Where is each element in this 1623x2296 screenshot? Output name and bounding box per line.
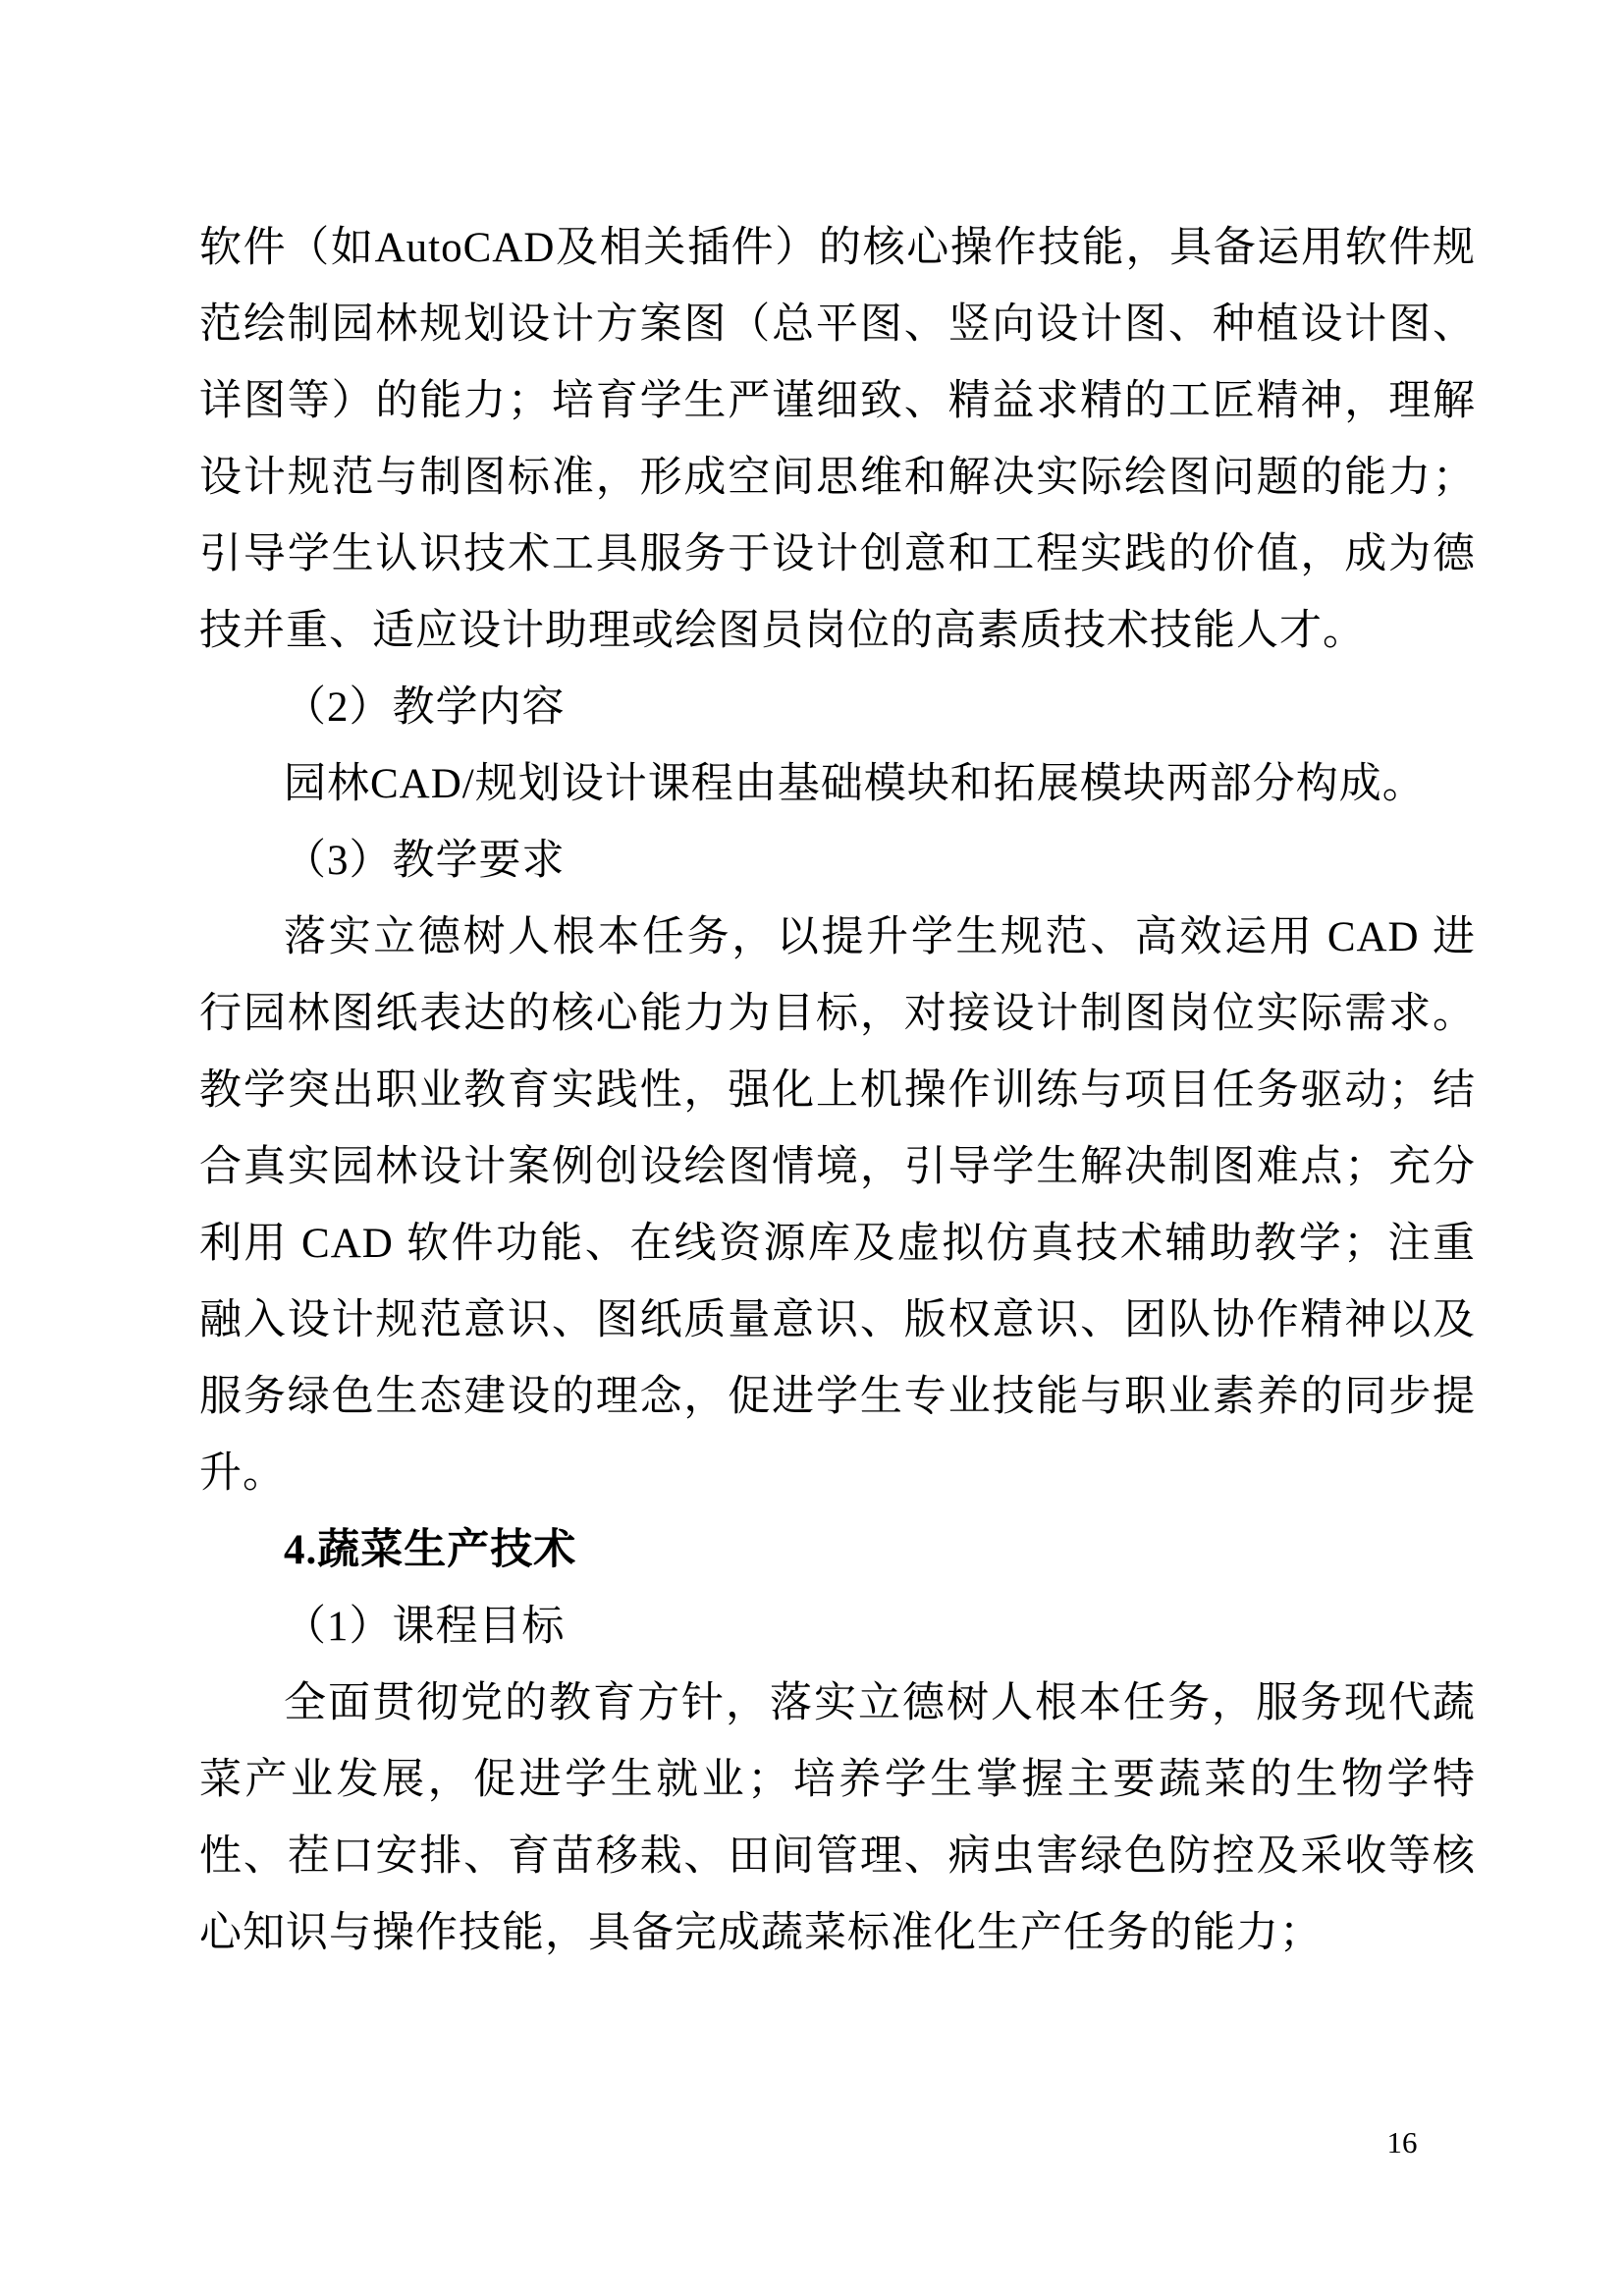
subheading-teaching-content: （2）教学内容 [284,684,566,731]
document-body [199,210,1476,1972]
paragraph-teaching-content: 园林CAD/规划设计课程由基础模块和拓展模块两部分构成。 [284,761,1426,807]
subheading-course-objectives: （1）课程目标 [284,1604,566,1650]
subheading-teaching-requirements: （3）教学要求 [284,838,566,884]
paragraph-course-objectives: 全面贯彻党的教育方针，落实立德树人根本任务，服务现代蔬菜产业发展，促进学生就业；培养学生掌握主要蔬菜的生物学特性、茬口安排、育苗移栽、田间管理、病虫害绿色防控及采收等核心知识与操作技能，具备完成蔬菜标准化生产任务的能力； [199,1680,1476,1956]
paragraph-teaching-requirements: 落实立德树人根本任务，以提升学生规范、高效运用 CAD 进行园林图纸表达的核心能力为目标，对接设计制图岗位实际需求。教学突出职业教育实践性，强化上机操作训练与项目任务驱动；结合真实园林设计案例创设绘图情境，引导学生解决制图难点；充分利用 CAD 软件功能、在线资源库及虚拟仿真技术辅助教学；注重融入设计规范意识、图纸质量意识、版权意识、团队协作精神以及服务绿色生态建设的理念，促进学生专业技能与职业素养的同步提升。 [199,914,1476,1497]
section-heading-vegetable-production: 4.蔬菜生产技术 [284,1527,577,1573]
page-number: 16 [1386,2125,1418,2159]
paragraph-course-goal-continuation: 软件（如AutoCAD及相关插件）的核心操作技能，具备运用软件规范绘制园林规划设计方案图（总平图、竖向设计图、种植设计图、详图等）的能力；培育学生严谨细致、精益求精的工匠精神，理解设计规范与制图标准，形成空间思维和解决实际绘图问题的能力；引导学生认识技术工具服务于设计创意和工程实践的价值，成为德技并重、适应设计助理或绘图员岗位的高素质技术技能人才。 [199,225,1476,654]
